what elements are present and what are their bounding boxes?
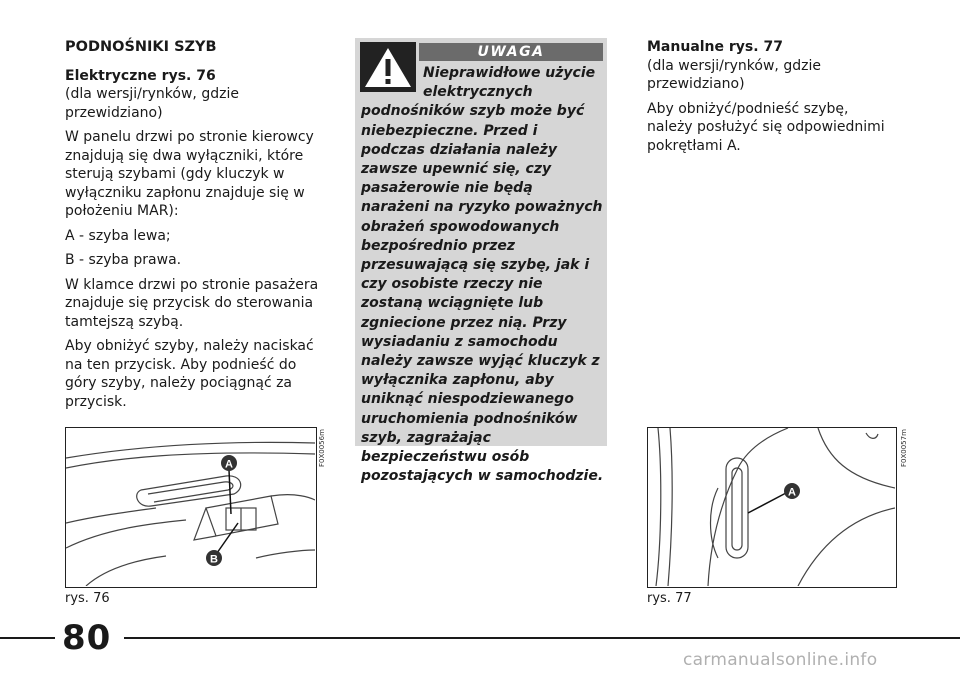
- warning-body: podnośników szyb może być niebezpieczne. Przed i podczas działania należy zawsze upewnić się, czy pasażerowie nie będą narażeni na ryzyko poważnych obrażeń spowodowanych bezpośrednio przez przesuwającą się szybę, jak i czy osobiste rzeczy nie zostaną wciągnięte lub zgniecione przez nią. Przy wysiadaniu z samochodu należy zawsze wyjąć kluczyk z wyłącznika zapłonu, aby uniknąć niespodziewanego uruchomienia podnośników szyb, zagrażając bezpieczeństwu osób pozostających w samochodzie.: [361, 103, 604, 485]
- callout-b-badge: [206, 550, 222, 566]
- callout-a-badge: [784, 483, 800, 499]
- warning-text: [361, 64, 605, 486]
- left-paragraph-5: W klamce drzwi po stronie pasażera znajduje się przycisk do sterowania tamtejszą szybą.: [65, 276, 319, 330]
- callout-a-label: A: [225, 458, 233, 471]
- electric-subheading: Elektryczne rys. 76: [65, 67, 216, 84]
- window-crank-illustration: [648, 428, 895, 586]
- footer-rule-right: [124, 637, 960, 639]
- left-paragraph-1: (dla wersji/rynków, gdzie przewidziano): [65, 86, 239, 121]
- warning-box: [355, 38, 607, 485]
- page-number: 80: [62, 618, 112, 658]
- figure-76-caption: rys. 76: [65, 591, 110, 606]
- section-heading: PODNOŚNIKI SZYB: [65, 39, 217, 55]
- left-paragraph-4: B - szyba prawa.: [65, 252, 182, 268]
- left-paragraph-3: A - szyba lewa;: [65, 227, 171, 244]
- right-paragraph-2: Aby obniżyć/podnieść szybę, należy posłużyć się odpowiednimi pokrętłami A.: [647, 100, 885, 154]
- callout-a-badge: [221, 455, 237, 471]
- figure-77-manual-crank: [647, 427, 897, 588]
- callout-b-label: B: [210, 553, 218, 566]
- watermark: carmanualsonline.info: [683, 650, 878, 670]
- footer-rule-left: [0, 637, 55, 639]
- right-column: [647, 38, 897, 161]
- figure-77-code: F0X0057m: [900, 429, 908, 467]
- warning-lead: Nieprawidłowe użycie elektrycznych: [423, 65, 596, 101]
- left-paragraph-2: W panelu drzwi po stronie kierowcy znajdują się dwa wyłączniki, które sterują szybami (gdy kluczyk w wyłączniku zapłonu znajduje się w położeniu MAR):: [65, 129, 314, 219]
- right-paragraph-1: (dla wersji/rynków, gdzie przewidziano): [647, 57, 821, 92]
- left-paragraph-6: Aby obniżyć szyby, należy naciskać na ten przycisk. Aby podnieść do góry szyby, należy pociągnąć za przycisk.: [65, 338, 314, 410]
- figure-76-code: F0X0056m: [318, 429, 326, 467]
- door-panel-illustration: [66, 428, 315, 586]
- callout-a-label: A: [788, 486, 796, 499]
- figure-77-caption: rys. 77: [647, 591, 692, 606]
- figure-76-electric-switches: [65, 427, 317, 588]
- warning-banner: UWAGA: [419, 43, 603, 61]
- manual-subheading: Manualne rys. 77: [647, 39, 783, 55]
- left-column: [65, 38, 330, 417]
